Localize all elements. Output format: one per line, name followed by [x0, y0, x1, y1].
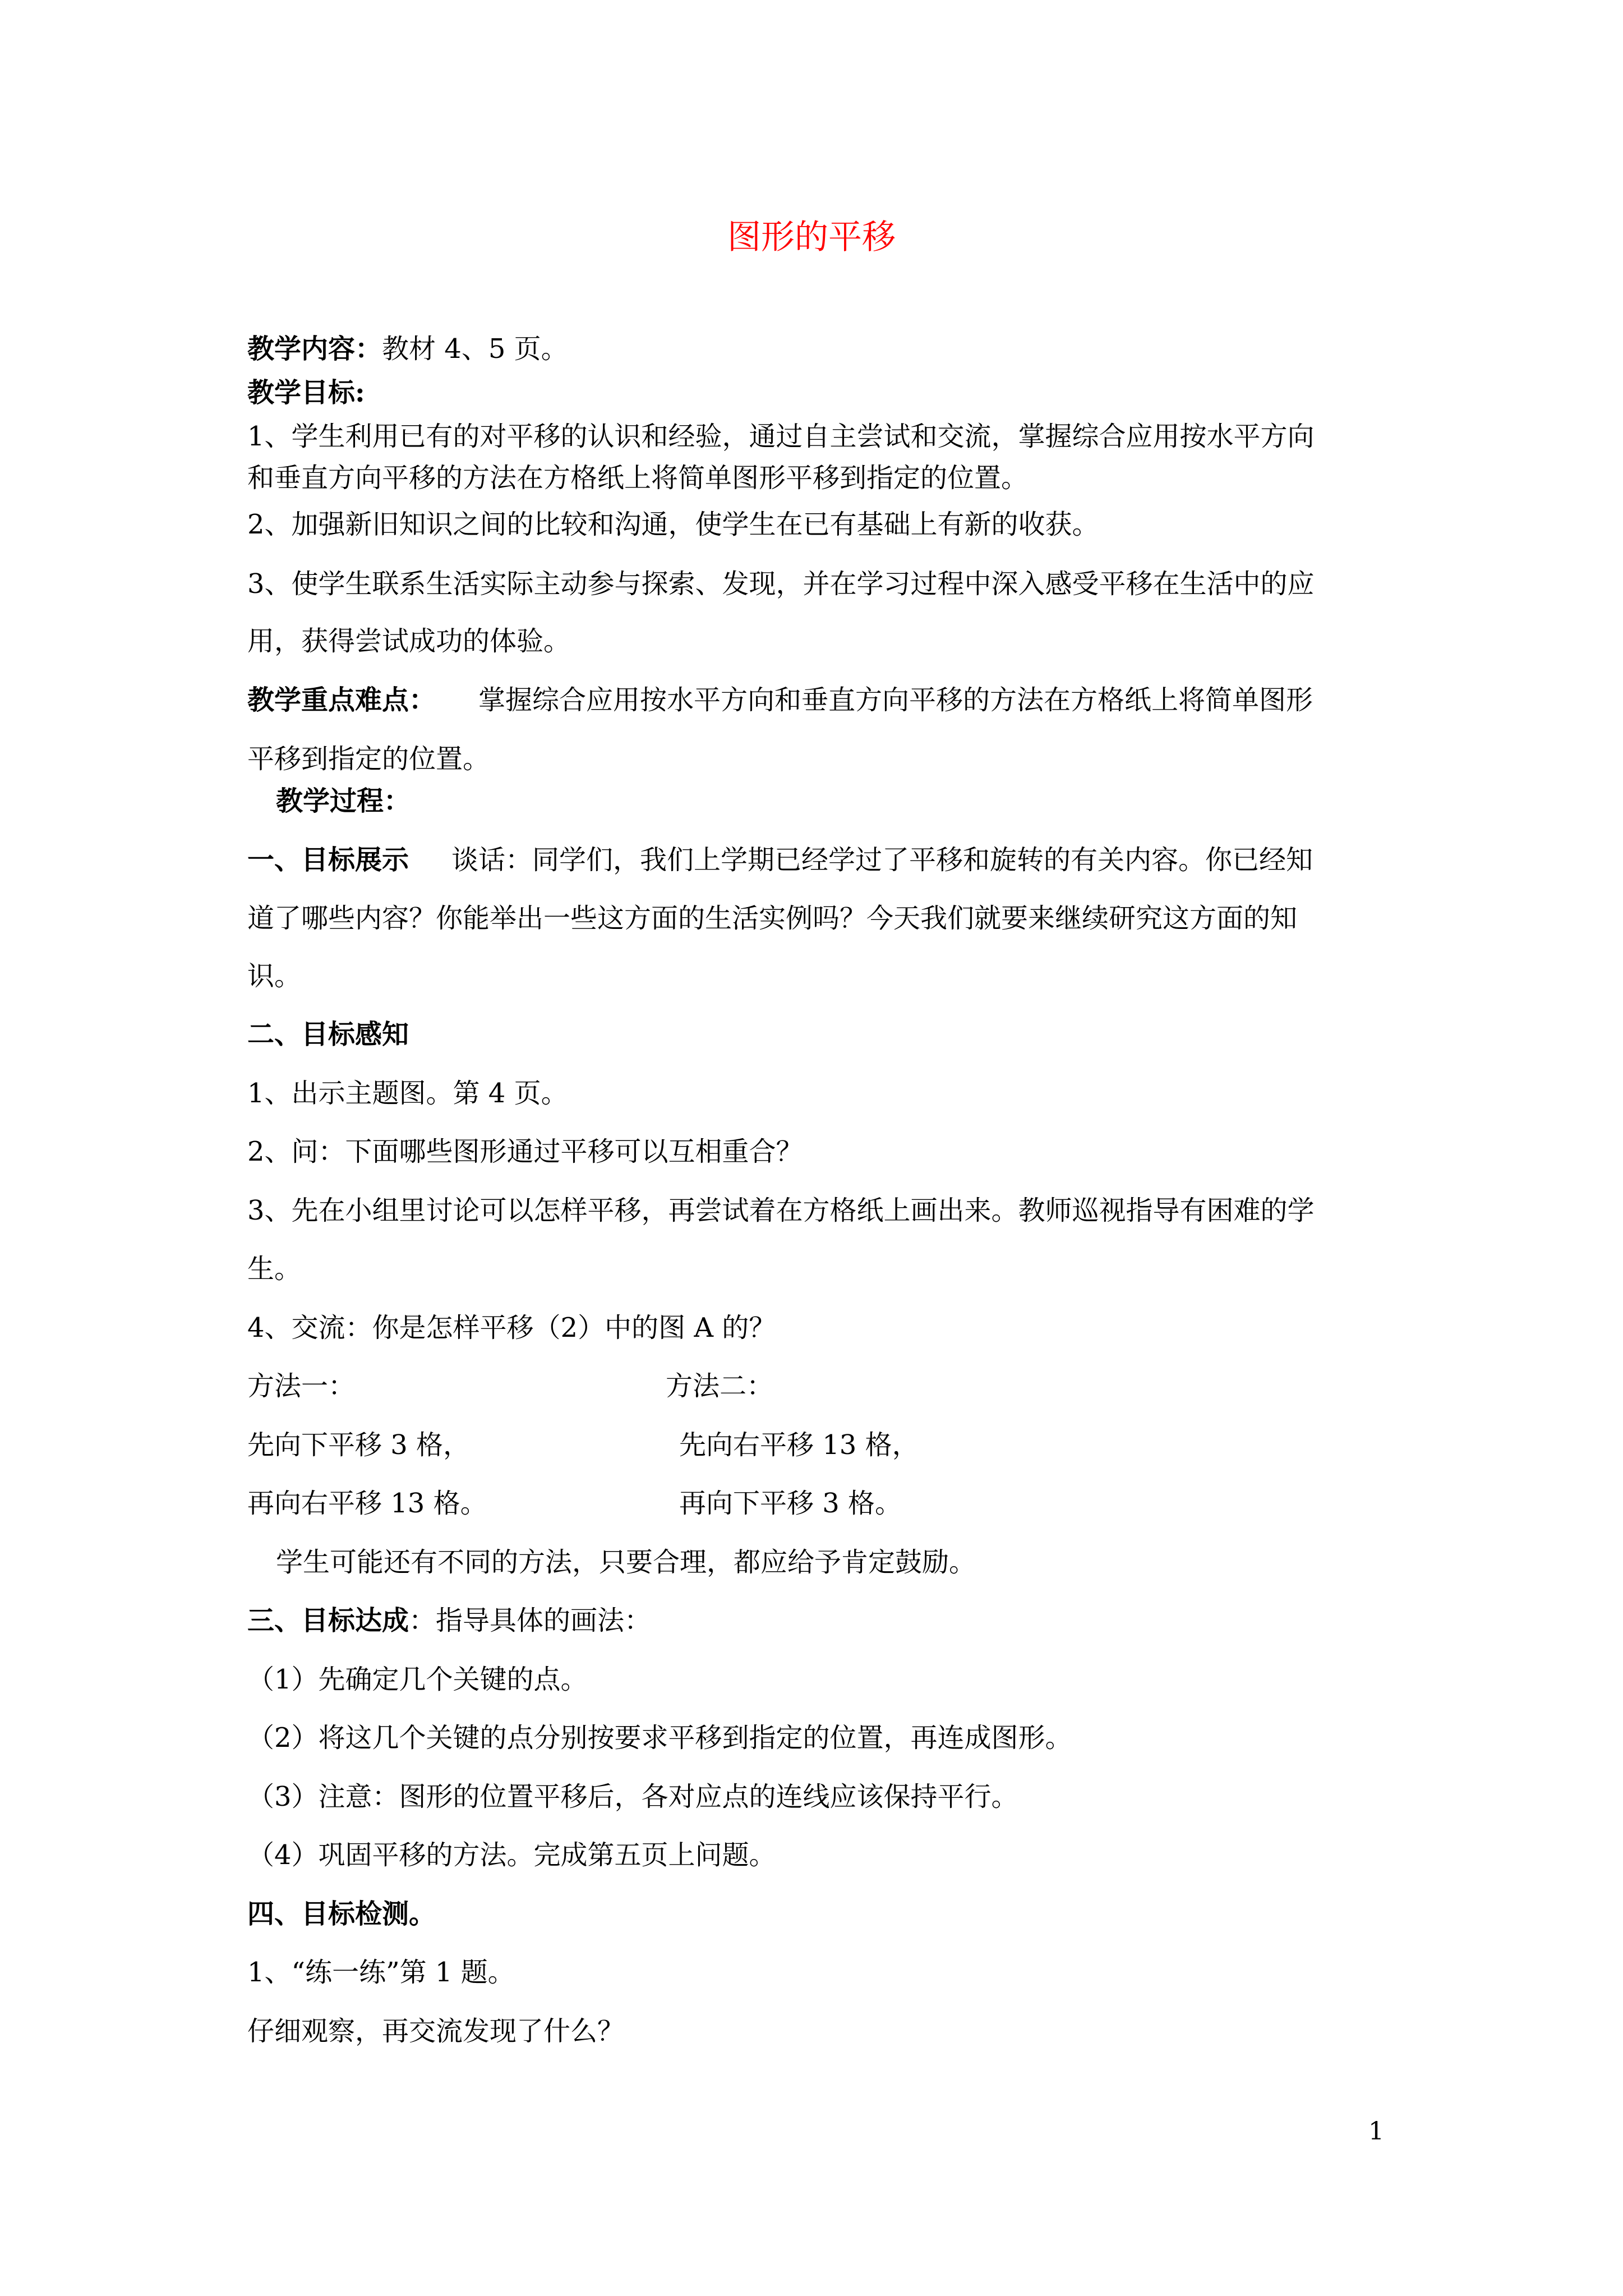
- document-title: 图形的平移: [727, 218, 896, 257]
- section-4-question-1-detail: 仔细观察，再交流发现了什么？: [247, 2016, 625, 2047]
- section-3-line: [247, 1603, 651, 1639]
- goal-1-line-2: 和垂直方向平移的方法在方格纸上将简单图形平移到指定的位置。: [247, 462, 1029, 494]
- section-1-line-2: 道了哪些内容？你能举出一些这方面的生活实例吗？今天我们就要来继续研究这方面的知: [247, 903, 1298, 934]
- section-4-label: 四、目标检测。: [247, 1898, 436, 1930]
- method-1-step-1: 先向下平移 3 格，: [247, 1429, 471, 1461]
- section-3-point-2: （2）将这几个关键的点分别按要求平移到指定的位置，再连成图形。: [247, 1722, 1072, 1754]
- method-2-label: 方法二：: [666, 1370, 774, 1402]
- section-2-step-3-line-1: 3、先在小组里讨论可以怎样平移，再尝试着在方格纸上画出来。教师巡视指导有困难的学: [247, 1195, 1315, 1226]
- goal-1-line-1: 1、学生利用已有的对平移的认识和经验，通过自主尝试和交流，掌握综合应用按水平方向: [247, 421, 1315, 452]
- goal-2: 2、加强新旧知识之间的比较和沟通，使学生在已有基础上有新的收获。: [247, 509, 1099, 540]
- method-2-step-2: 再向下平移 3 格。: [679, 1488, 902, 1519]
- teaching-content-label: 教学内容：: [247, 333, 382, 365]
- goal-3-line-1: 3、使学生联系生活实际主动参与探索、发现，并在学习过程中深入感受平移在生活中的应: [247, 568, 1315, 600]
- section-3-point-3: （3）注意：图形的位置平移后，各对应点的连线应该保持平行。: [247, 1781, 1018, 1812]
- key-points-label: 教学重点难点：: [247, 684, 436, 716]
- method-1-step-2: 再向右平移 13 格。: [247, 1488, 487, 1519]
- section-1-line-3: 识。: [247, 960, 302, 992]
- key-points-line-1: [247, 682, 1313, 718]
- section-4-question-1: 1、“练一练”第 1 题。: [247, 1957, 515, 1988]
- section-3-point-1: （1）先确定几个关键的点。: [247, 1664, 588, 1695]
- section-2-step-2: 2、问：下面哪些图形通过平移可以互相重合？: [247, 1136, 803, 1167]
- page-number: 1: [1368, 2117, 1384, 2146]
- section-2-step-4: 4、交流：你是怎样平移（2）中的图 A 的？: [247, 1312, 776, 1343]
- goal-3-line-2: 用，获得尝试成功的体验。: [247, 625, 571, 657]
- teaching-content-line: [247, 331, 568, 367]
- method-2-step-1: 先向右平移 13 格，: [679, 1429, 919, 1461]
- section-3-intro: ：指导具体的画法：: [409, 1605, 652, 1636]
- teaching-content-text: 教材 4、5 页。: [382, 333, 568, 365]
- teaching-process-label: 教学过程：: [276, 785, 411, 817]
- section-3-point-4: （4）巩固平移的方法。完成第五页上问题。: [247, 1839, 776, 1871]
- section-2-step-3-line-2: 生。: [247, 1253, 302, 1285]
- section-1-text-1: 谈话：同学们，我们上学期已经学过了平移和旋转的有关内容。你已经知: [451, 844, 1313, 876]
- method-1-label: 方法一：: [247, 1370, 356, 1402]
- section-2-note: 学生可能还有不同的方法，只要合理，都应给予肯定鼓励。: [276, 1547, 976, 1578]
- section-2-step-1: 1、出示主题图。第 4 页。: [247, 1078, 568, 1109]
- teaching-goals-label: 教学目标:: [247, 377, 365, 408]
- key-points-text-1: 掌握综合应用按水平方向和垂直方向平移的方法在方格纸上将简单图形: [478, 684, 1313, 716]
- section-1-line-1: [247, 842, 1313, 878]
- section-3-label: 三、目标达成: [247, 1605, 409, 1636]
- section-2-label: 二、目标感知: [247, 1019, 409, 1050]
- section-1-label: 一、目标展示: [247, 844, 409, 876]
- key-points-line-2: 平移到指定的位置。: [247, 743, 490, 775]
